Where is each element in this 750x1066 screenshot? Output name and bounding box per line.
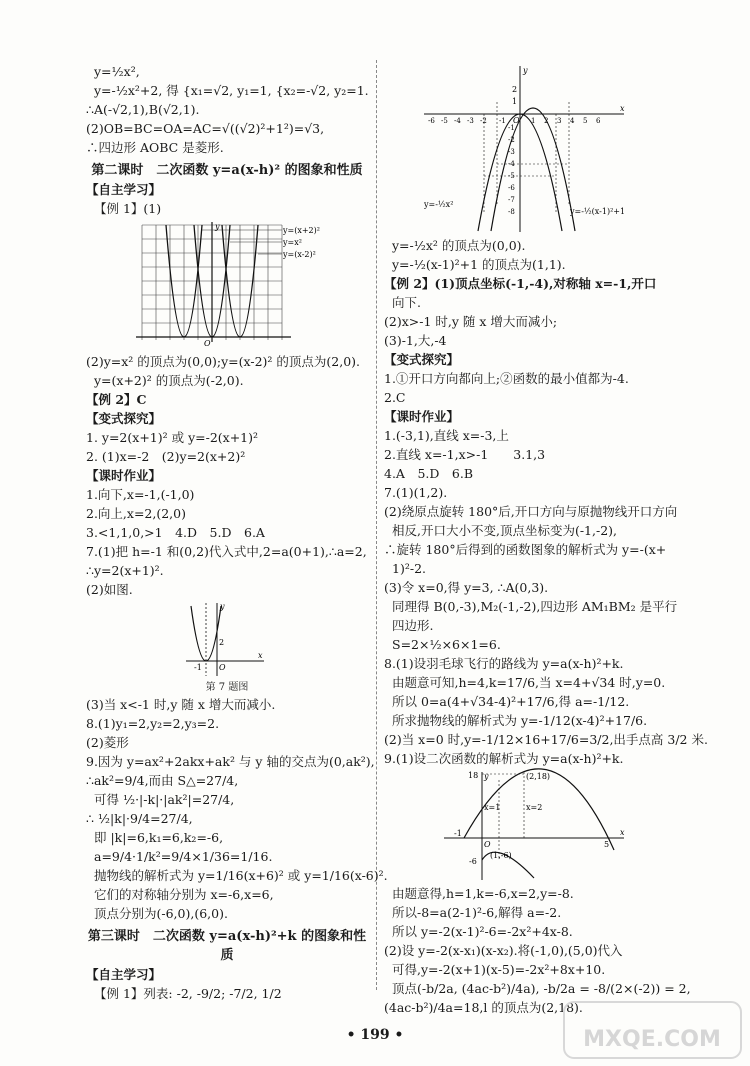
fig1-y-axis-label: y <box>215 222 220 231</box>
section-title-2: 第二课时 二次函数 y=a(x-h)² 的图象和性质 <box>91 163 363 178</box>
fig2-label-2: 2 <box>219 638 225 647</box>
left-mid-line: 3.<1,1,0,>1 4.D 5.D 6.A <box>86 525 265 540</box>
right-a-line: (2)绕原点旋转 180°后,开口方向与原抛物线开口方向 <box>384 504 678 519</box>
left-top-line: y=-½x²+2, 得 {x₁=√2, y₁=1, {x₂=-√2, y₂=1. <box>94 83 369 98</box>
figure-downward-parabolas <box>384 64 680 234</box>
figure-parabolas-shift <box>86 220 320 350</box>
example-1-label: 【例 1】(1) <box>94 201 162 216</box>
right-a-line: 1.(-3,1),直线 x=-3,上 <box>384 428 509 443</box>
figure-question-9 <box>384 770 680 882</box>
right-a-line: 【变式探究】 <box>384 352 460 367</box>
left-bottom-line: 9.因为 y=ax²+2akx+ak² 与 y 轴的交点为(0,ak²), <box>86 754 375 769</box>
fig4-tick-m6: -6 <box>469 857 477 866</box>
left-bottom-line: (2)菱形 <box>86 735 129 750</box>
fig4-origin: O <box>484 840 491 849</box>
right-a-line: 所以 0=a(4+√34-4)²+17/6,得 a=-1/12. <box>392 694 630 709</box>
left-top-line: ∴A(-√2,1),B(√2,1). <box>86 102 200 117</box>
fig2-label-minus-1: -1 <box>194 663 202 672</box>
fig3-tick-x-m6: -6 <box>428 117 435 125</box>
section-title-3: 第三课时 二次函数 y=a(x-h)²+k 的图象和性质 <box>87 929 367 963</box>
left-bottom-line: ∴ ½|k|·9/4=27/4, <box>86 811 193 826</box>
fig3-tick-y-m4: -4 <box>508 160 515 168</box>
right-a-line: 【例 2】(1)顶点坐标(-1,-4),对称轴 x=-1,开口 <box>384 276 657 291</box>
left-mid-line: (2)如图. <box>86 582 133 597</box>
fig3-tick-y-2: 2 <box>512 85 518 94</box>
fig3-tick-x-5: 5 <box>583 117 588 125</box>
self-study-heading-2: 【自主学习】 <box>86 967 162 982</box>
fig1-origin-label: O <box>204 339 211 348</box>
right-b-line: 可得,y=-2(x+1)(x-5)=-2x²+8x+10. <box>392 962 606 977</box>
figure-7-caption: 第 7 题图 <box>205 682 249 693</box>
fig3-curve-label-1: y=-½x² <box>424 200 454 209</box>
right-a-line: 2.直线 x=-1,x>-1 3.1,3 <box>384 447 546 462</box>
right-b-line: (2)设 y=-2(x-x₁)(x-x₂).将(-1,0),(5,0)代入 <box>384 943 623 958</box>
right-a-line: 9.(1)设二次函数的解析式为 y=a(x-h)²+k. <box>384 751 624 766</box>
fig3-tick-x-m3: -3 <box>467 117 474 125</box>
fig3-tick-x-6: 6 <box>596 117 601 125</box>
right-a-line: 8.(1)设羽毛球飞行的路线为 y=a(x-h)²+k. <box>384 656 624 671</box>
fig2-origin: O <box>219 663 226 672</box>
right-a-line: 1.①开口方向都向上;②函数的最小值都为-4. <box>384 371 629 386</box>
fig3-origin: O <box>513 116 520 125</box>
fig3-tick-y-m6: -6 <box>508 184 515 192</box>
fig2-x-label: x <box>258 651 263 660</box>
left-bottom-line: a=9/4·1/k²=9/4×1/36=1/16. <box>94 849 273 864</box>
right-a-line: 同理得 B(0,-3),M₂(-1,-2),四边形 AM₁BM₂ 是平行 <box>392 599 678 614</box>
label-y-x-plus-2-sq: y=(x+2)² <box>283 226 320 235</box>
right-a-line: (2)x>-1 时,y 随 x 增大而减小; <box>384 314 558 329</box>
left-mid-line: 7.(1)把 h=-1 和(0,2)代入式中,2=a(0+1),∴a=2, <box>86 544 367 559</box>
fig3-tick-y-m1: -1 <box>508 124 515 132</box>
page-number: • 199 • <box>346 1027 404 1043</box>
fig4-min-point: (1,-6) <box>490 851 512 860</box>
label-y-x-sq: y=x² <box>283 238 302 247</box>
column-divider <box>376 60 377 990</box>
fig3-tick-x-m4: -4 <box>454 117 461 125</box>
fig4-tick-m1: -1 <box>454 829 462 838</box>
left-mid-line: 【变式探究】 <box>86 411 162 426</box>
fig3-tick-x-1: 1 <box>531 117 536 125</box>
right-a-line: 4.A 5.D 6.B <box>384 466 474 481</box>
watermark-logo <box>560 998 745 1062</box>
left-bottom-line: 它们的对称轴分别为 x=-6,x=6, <box>94 887 274 902</box>
fig4-x-label: x <box>620 828 625 837</box>
fig3-x-label: x <box>620 104 625 113</box>
right-b-line: 顶点(-b/2a, (4ac-b²)/4a), -b/2a = -8/(2×(-2)) = 2, <box>392 981 691 996</box>
fig3-tick-y-m8: -8 <box>508 208 515 216</box>
figure-question-7 <box>86 601 356 679</box>
watermark-text: MXQE.COM <box>583 1027 721 1052</box>
left-top-line: (2)OB=BC=OA=AC=√((√2)²+1²)=√3, <box>86 121 325 136</box>
left-bottom-line: 即 |k|=6,k₁=6,k₂=-6, <box>94 830 224 845</box>
right-a-line: S=2×½×6×1=6. <box>392 637 501 652</box>
left-column <box>86 62 388 1003</box>
right-a-line: (2)当 x=0 时,y=-1/12×16+17/6=3/2,出手点高 3/2 米. <box>384 732 708 747</box>
left-bottom-line: 顶点分别为(-6,0),(6,0). <box>94 906 228 921</box>
self-study-heading: 【自主学习】 <box>86 182 162 197</box>
left-bottom-line: 8.(1)y₁=2,y₂=2,y₃=2. <box>86 716 220 731</box>
left-mid-line: 1.向下,x=-1,(-1,0) <box>86 487 195 502</box>
right-a-line: 四边形. <box>392 618 434 633</box>
fig3-tick-y-m7: -7 <box>508 196 515 204</box>
right-a-line: 【课时作业】 <box>384 409 460 424</box>
left-mid-line: 【例 2】C <box>86 392 147 407</box>
right-column <box>384 62 708 1017</box>
left-mid-line: 2.向上,x=2,(2,0) <box>86 506 186 521</box>
fig4-x-eq-2: x=2 <box>526 803 543 812</box>
right-a-line: 所求抛物线的解析式为 y=-1/12(x-4)²+17/6. <box>392 713 648 728</box>
right-a-line: (3)令 x=0,得 y=3, ∴A(0,3). <box>384 580 549 595</box>
fig2-y-label: y <box>220 602 225 611</box>
fig4-tick-5: 5 <box>604 840 610 849</box>
left-mid-line: y=(x+2)² 的顶点为(-2,0). <box>94 373 244 388</box>
right-a-line: y=-½(x-1)²+1 的顶点为(1,1). <box>392 257 566 272</box>
fig3-tick-y-m2: -2 <box>508 136 515 144</box>
fig3-tick-x-m2: -2 <box>480 117 487 125</box>
left-bottom-line: 抛物线的解析式为 y=1/16(x+6)² 或 y=1/16(x-6)². <box>94 868 388 883</box>
left-mid-line: 2. (1)x=-2 (2)y=2(x+2)² <box>86 449 246 464</box>
left-top-line: ∴四边形 AOBC 是菱形. <box>86 140 224 155</box>
left-mid-line: ∴y=2(x+1)². <box>86 563 164 578</box>
right-b-line: 所以-8=a(2-1)²-6,解得 a=-2. <box>392 905 562 920</box>
fig3-tick-y-m5: -5 <box>508 172 515 180</box>
fig3-tick-x-2: 2 <box>544 117 549 125</box>
right-a-line: 相反,开口大小不变,顶点坐标变为(-1,-2), <box>392 523 618 538</box>
fig4-vertex-label: (2,18) <box>526 772 551 781</box>
right-b-line: 所以 y=-2(x-1)²-6=-2x²+4x-8. <box>392 924 573 939</box>
fig3-tick-x-3: 3 <box>557 117 562 125</box>
right-a-line: 2.C <box>384 390 406 405</box>
left-bottom-line: (3)当 x<-1 时,y 随 x 增大而减小. <box>86 697 276 712</box>
fig3-tick-y-m3: -3 <box>508 148 515 156</box>
left-bottom-line: ∴ak²=9/4,而由 S△=27/4, <box>86 773 239 788</box>
left-mid-line: 【课时作业】 <box>86 468 162 483</box>
fig4-y-label: y <box>484 772 489 781</box>
left-mid-line: 1. y=2(x+1)² 或 y=-2(x+1)² <box>86 430 259 445</box>
fig4-x-eq-1: x=1 <box>484 803 501 812</box>
right-a-line: 由题意可知,h=4,k=17/6,当 x=4+√34 时,y=0. <box>392 675 666 690</box>
fig3-tick-y-1: 1 <box>512 97 518 106</box>
right-b-line: 由题意得,h=1,k=-6,x=2,y=-8. <box>392 886 574 901</box>
example-1-table: 【例 1】列表: -2, -9/2; -7/2, 1/2 <box>94 986 282 1001</box>
fig3-tick-x-m5: -5 <box>441 117 448 125</box>
right-a-line: 1)²-2. <box>392 561 426 576</box>
label-y-x-minus-2-sq: y=(x-2)² <box>283 250 316 259</box>
fig3-tick-x-4: 4 <box>570 117 575 125</box>
right-b-line: (4ac-b²)/4a=18,l 的顶点为(2,18). <box>384 1000 583 1015</box>
right-a-line: ∴旋转 180°后得到的函数图象的解析式为 y=-(x+ <box>384 542 667 557</box>
left-top-line: y=½x², <box>94 64 140 79</box>
fig4-tick-18: 18 <box>468 771 479 780</box>
right-a-line: 7.(1)(1,2). <box>384 485 448 500</box>
left-bottom-line: 可得 ½·|-k|·|ak²|=27/4, <box>94 792 235 807</box>
fig3-tick-x-m1: -1 <box>499 117 506 125</box>
left-mid-line: (2)y=x² 的顶点为(0,0);y=(x-2)² 的顶点为(2,0). <box>86 354 361 369</box>
right-a-line: y=-½x² 的顶点为(0,0). <box>392 238 526 253</box>
fig3-y-label: y <box>523 66 528 75</box>
right-a-line: (3)-1,大,-4 <box>384 333 447 348</box>
fig3-curve-label-2: y=-½(x-1)²+1 <box>570 207 626 216</box>
right-a-line: 向下. <box>392 295 421 310</box>
